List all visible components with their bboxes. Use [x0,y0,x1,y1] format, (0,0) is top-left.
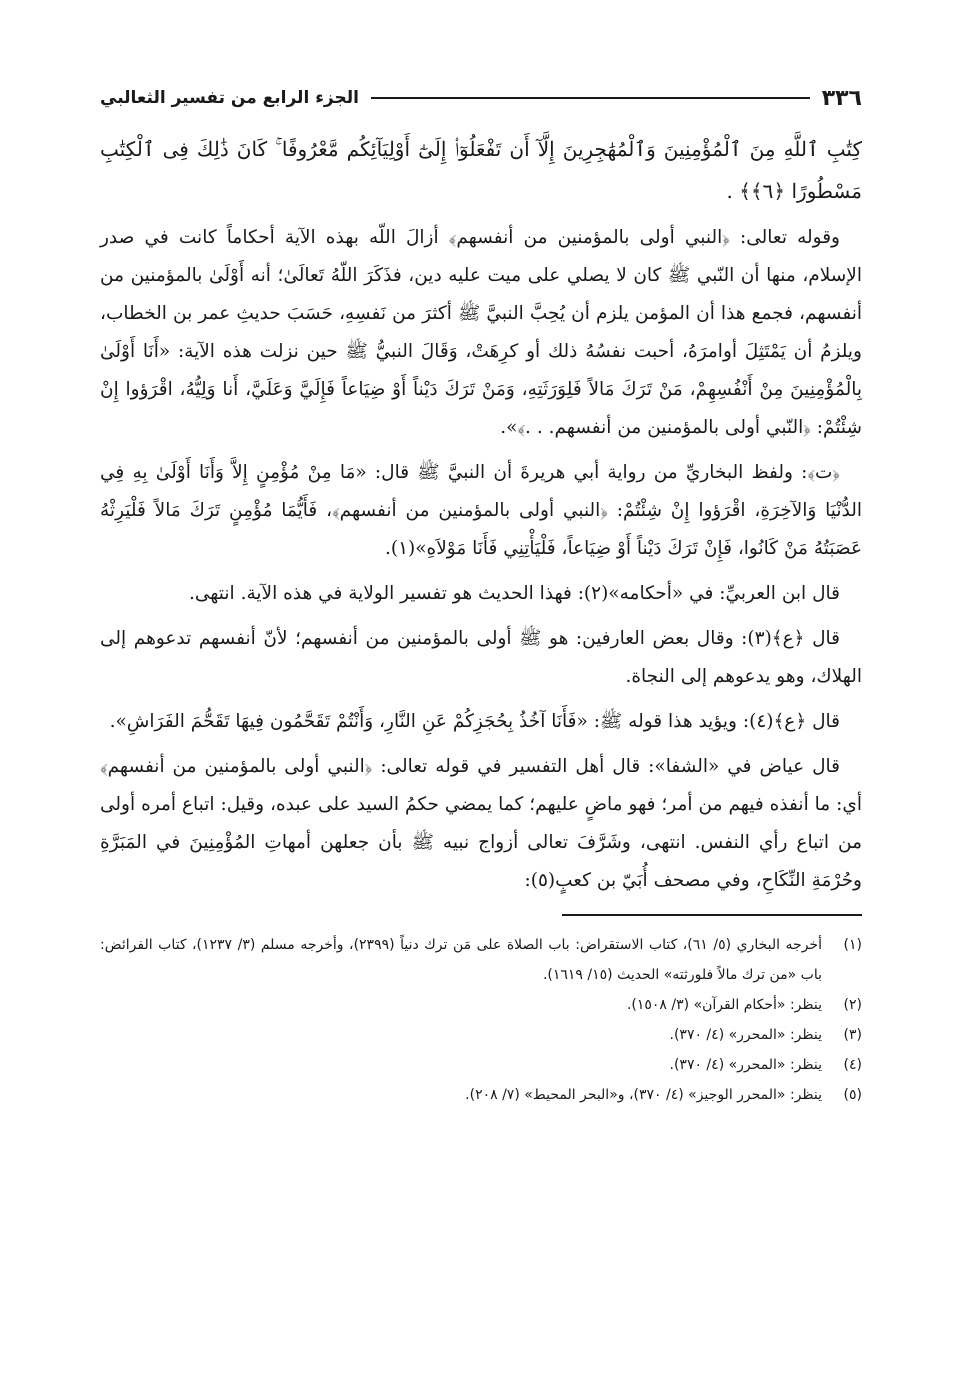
running-title: الجزء الرابع من تفسير الثعالبي [100,88,359,108]
commentary-paragraph: قال ابن العربيِّ: في «أحكامه»(٢): فهذا الحديث هو تفسير الولاية في هذه الآية. انتهى. [188,583,840,604]
page-number: ٣٣٦ [821,85,862,111]
quran-verse-paragraph: كِتَٰبِ ٱللَّهِ مِنَ ٱلْمُؤْمِنِينَ وَٱلْمُهَٰجِرِينَ إِلَّآ أَن تَفْعَلُوٓا۟ إِلَىٰٓ أَوْلِيَآئِكُم مَّعْرُوفًا ۚ كَانَ ذَٰلِكَ فِى ٱلْكِتَٰبِ مَسْطُورًا ﴿٦﴾﴾ . [100,137,862,203]
footnote-text: ينظر: «أحكام القرآن» (٣/ ١٥٠٨). [626,997,822,1013]
footnote-number: (٥) [843,1087,862,1103]
commentary-paragraph: قال ﴿ع﴾(٤): ويؤيد هذا قوله ﷺ: «فَأَنَا آخُذُ بِحُجَزِكُمْ عَنِ النَّارِ، وَأَنْتُمْ تَقَحَّمُون فِيهَا تَقَحُّمَ الفَرَاشِ». [109,711,840,732]
footnote-number: (٤) [843,1057,862,1073]
footnote [100,1050,862,1080]
commentary-paragraph: وقوله تعالى: ﴿النبي أولى بالمؤمنين من أنفسهم﴾ أزالَ اللّه بهذه الآية أحكاماً كانت في صدر الإسلام، منها أن النّبي ﷺ كان لا يصلي على ميت عليه دين، فذَكَرَ اللّهُ تَعالَىٰ؛ أنه أَوْلَىٰ بالمؤمنين من أنفسهم، فجمع هذا أن المؤمن يلزم أن يُحِبَّ النبيَّ ﷺ أكثرَ من نَفسِهِ، حَسَبَ حديثِ عمر بن الخطاب، ويلزمُ أن يَمْتَثِلَ أوامرَهُ، أحبت نفسُهُ ذلك أو كرِهَتْ، وَقَالَ النبيُّ ﷺ حين نزلت هذه الآية: «أَنَا أَوْلَىٰ بِالْمُؤْمِنِينَ مِنْ أَنْفُسِهِمْ، مَنْ تَرَكَ مَالاً فَلِوَرَثَتِهِ، وَمَنْ تَرَكَ دَيْناً أَوْ ضِيَاعاً فَإِلَيَّ وَعَلَيَّ، أَنا وَلِيُّهُ، اقْرَؤوا إِنْ شِئْتُمْ: ﴿النّبي أولى بالمؤمنين من أنفسهم. . .﴾». [100,227,862,438]
footnote [100,990,862,1020]
footnote [100,1020,862,1050]
footnote-text: أخرجه البخاري (٥/ ٦١)، كتاب الاستقراض: باب الصلاة على مَن ترك دنياً (٢٣٩٩)، وأخرجه مسلم (٣/ ١٢٣٧)، كتاب الفرائض: باب «من ترك مالاً فلورثته» الحديث (١٥/ ١٦١٩). [100,937,822,983]
running-header [100,78,862,118]
page [100,78,862,1110]
header-rule [371,97,810,99]
footnote [100,1080,862,1110]
footnote-number: (٢) [843,997,862,1013]
footnote-number: (١) [843,937,862,953]
commentary-paragraph: قال عياض في «الشفا»: قال أهل التفسير في قوله تعالى: ﴿النبي أولى بالمؤمنين من أنفسهم﴾ أي: ما أنفذه فيهم من أمر؛ فهو ماضٍ عليهم؛ كما يمضي حكمُ السيد على عبده، وقيل: اتباع أمره أولى من اتباع رأي النفس. انتهى، وشَرَّفَ تعالى أزواج نبيه ﷺ بأن جعلهن أمهاتِ المُؤْمِنِينَ في المَبَرَّةِ وحُرْمَةِ النِّكَاحِ، وفي مصحف أُبَيّ بن كعبٍ(٥): [100,756,862,891]
commentary-paragraph: قال ﴿ع﴾(٣): وقال بعض العارفين: هو ﷺ أولى بالمؤمنين من أنفسهم؛ لأنّ أنفسهم تدعوهم إلى الهلاك، وهو يدعوهم إلى النجاة. [100,628,862,687]
main-text [100,128,862,900]
footnote [100,930,862,990]
footnote-number: (٣) [843,1027,862,1043]
footnotes [100,930,862,1110]
commentary-paragraph: ﴿ت﴾: ولفظ البخاريِّ من رواية أبي هريرةَ أن النبيَّ ﷺ قال: «مَا مِنْ مُؤْمِنٍ إِلاَّ وَأَنَا أَوْلَىٰ بِهِ فِي الدُّنْيَا وَالآخِرَةِ، اقْرَؤوا إِنْ شِئْتُمْ: ﴿النبي أولى بالمؤمنين من أنفسهم﴾، فَأَيُّمَا مُؤْمِنٍ تَرَكَ مَالاً فَلْيَرِثْهُ عَصَبَتُهُ مَنْ كَانُوا، فَإِنْ تَرَكَ دَيْناً أَوْ ضِيَاعاً، فَلْيَأْتِنِي فَأَنَا مَوْلاَهِ»(١). [100,462,862,559]
footnote-separator [562,914,862,916]
footnote-text: ينظر: «المحرر» (٤/ ٣٧٠). [669,1027,822,1043]
footnote-text: ينظر: «المحرر الوجيز» (٤/ ٣٧٠)، و«البحر المحيط» (٧/ ٢٠٨). [465,1087,822,1103]
footnote-text: ينظر: «المحرر» (٤/ ٣٧٠). [669,1057,822,1073]
